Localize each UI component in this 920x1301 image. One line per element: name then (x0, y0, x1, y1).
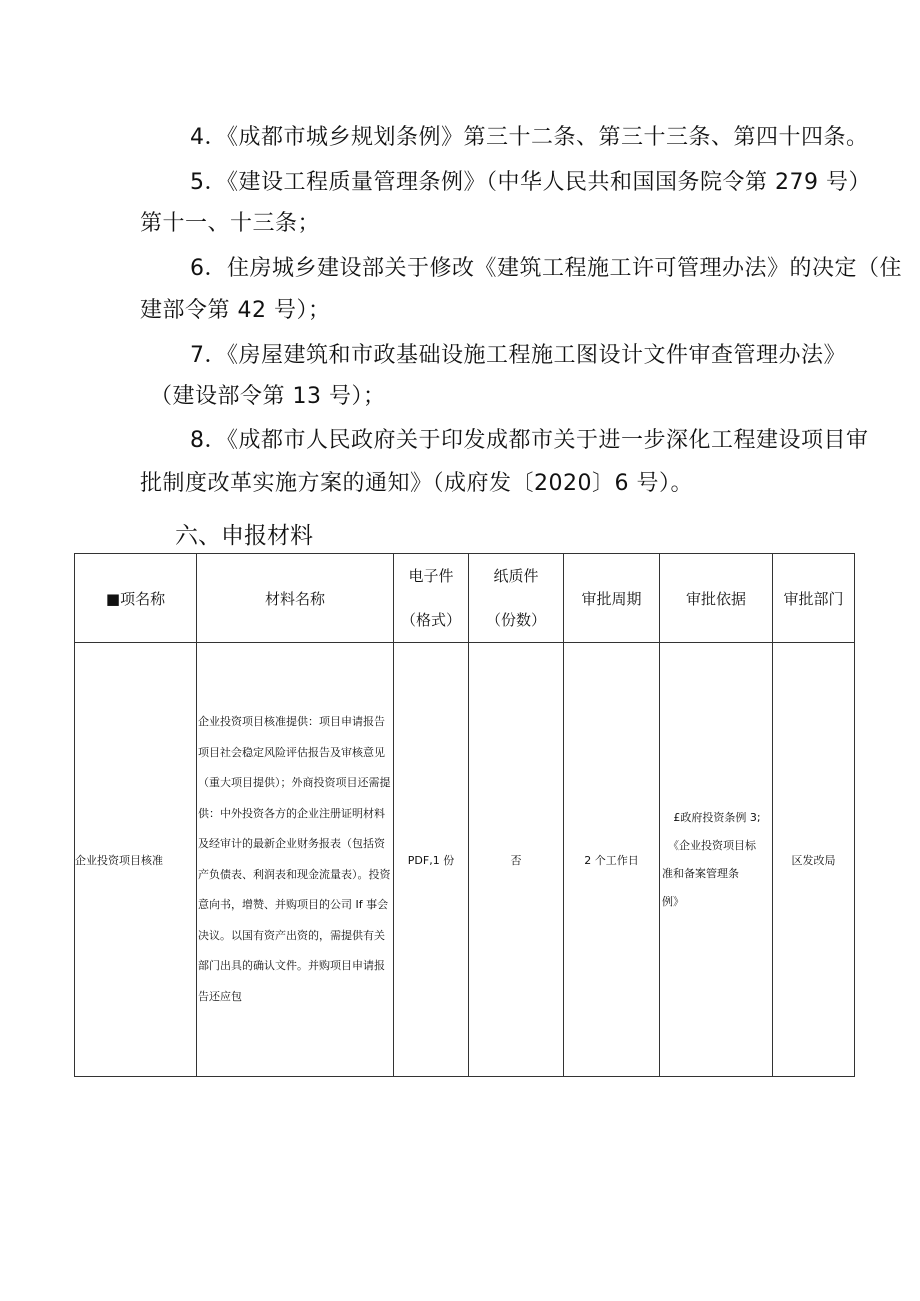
cell-department: 区发改局 (773, 643, 855, 1077)
paragraph-line: （建设部令第 13 号）； (150, 384, 386, 409)
header-electronic-line2: （格式） (400, 611, 461, 629)
cell-basis (660, 643, 773, 1077)
paragraph-line: 建部令第 42 号）； (140, 298, 331, 323)
header-item-name: ■项名称 (75, 554, 197, 643)
header-electronic (394, 554, 469, 643)
section-heading: 六、申报材料 (175, 523, 313, 549)
header-department: 审批部门 (773, 554, 855, 643)
cell-paper: 否 (469, 643, 564, 1077)
paragraph-line: 8．《成都市人民政府关于印发成都市关于进一步深化工程建设项目审 (190, 428, 869, 453)
cell-electronic: PDF,1 份 (394, 643, 469, 1077)
header-material-name: 材料名称 (197, 554, 394, 643)
table-row (75, 643, 855, 1077)
header-paper (469, 554, 564, 643)
paragraph-line: 4．《成都市城乡规划条例》第三十二条、第三十三条、第四十四条。 (190, 125, 869, 150)
paragraph-line: 第十一、十三条； (140, 211, 321, 236)
header-period: 审批周期 (564, 554, 660, 643)
paragraph-line: 6．住房城乡建设部关于修改《建筑工程施工许可管理办法》的决定（住 (190, 256, 902, 281)
basis-line: £政府投资条例 3; (673, 810, 761, 824)
basis-line: 例》 (662, 894, 684, 908)
paragraph-line: 5．《建设工程质量管理条例》（中华人民共和国国务院令第 279 号） (190, 170, 871, 195)
materials-table (74, 553, 855, 1077)
cell-period: 2 个工作日 (564, 643, 660, 1077)
table-header-row (75, 554, 855, 643)
header-basis: 审批依据 (660, 554, 773, 643)
cell-item-name: 企业投资项目核准 (75, 643, 197, 1077)
paragraph-line: 批制度改革实施方案的通知》（成府发〔2020〕6 号）。 (140, 471, 693, 496)
header-paper-line2: （份数） (485, 611, 546, 629)
basis-line: 《企业投资项目标 (668, 838, 756, 852)
cell-material-text: 企业投资项目核准提供：项目申请报告项目社会稳定风险评估报告及审核意见（重大项目提供）；外商投资项目还需提供：中外投资各方的企业注册证明材料及经审计的最新企业财务报表（包括资产负债表、利润表和现金流量表）。投资意向书，增赞、并购项目的公司 If 事会决议。以国有资产出资的，需提供有关部门出具的确认文件。并购项目申请报告还应包 (197, 643, 394, 1077)
basis-line: 准和备案管理条 (662, 866, 739, 880)
header-paper-line1: 纸质件 (493, 567, 539, 585)
header-electronic-line1: 电子件 (408, 567, 454, 585)
paragraph-line: 7．《房屋建筑和市政基础设施工程施工图设计文件审查管理办法》 (190, 343, 846, 368)
